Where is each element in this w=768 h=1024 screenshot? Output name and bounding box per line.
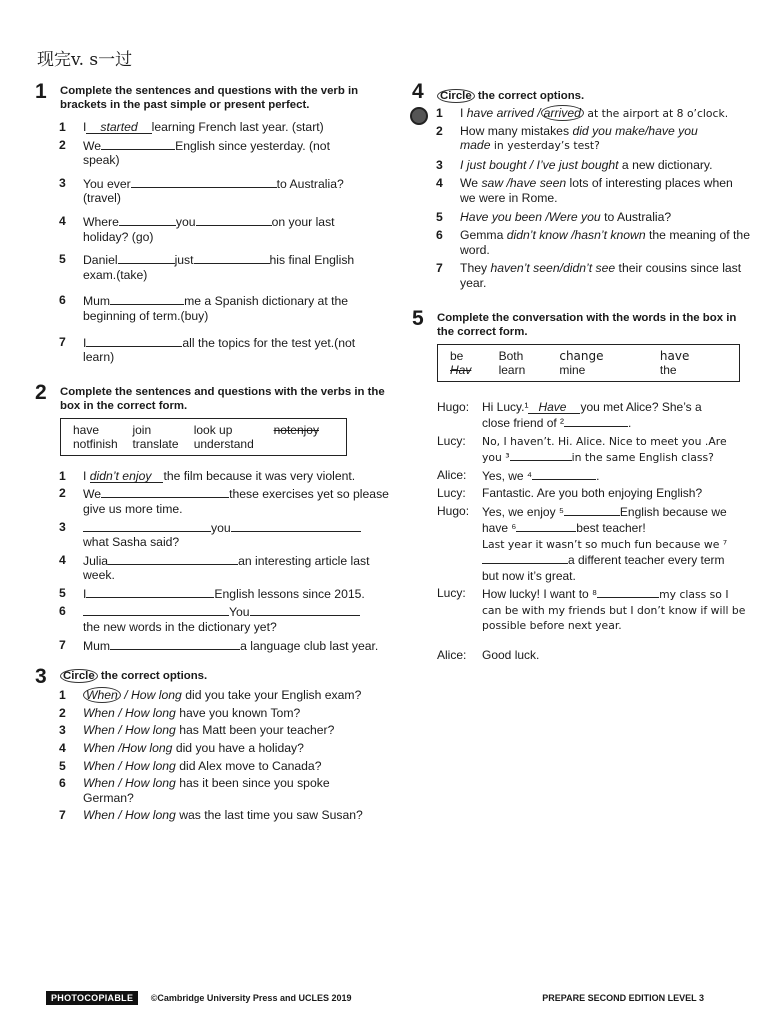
list-item: 5 I English lessons since 2015. bbox=[59, 585, 365, 601]
option[interactable]: Have you been /Were you bbox=[460, 209, 601, 224]
list-item: 2 We these exercises yet so please give us more time. bbox=[59, 486, 389, 516]
answer-blank[interactable] bbox=[564, 504, 620, 516]
answer-blank[interactable] bbox=[86, 586, 214, 598]
speaker: Alice: bbox=[437, 467, 467, 482]
exercise-3-header bbox=[35, 665, 387, 689]
word-box-cell-used: notenjoy bbox=[273, 422, 319, 437]
option[interactable]: didn’t know /hasn’t known bbox=[506, 228, 646, 243]
dialogue-line: Alice: Good luck. bbox=[437, 647, 540, 662]
word-box-cell-used: Hav bbox=[450, 362, 472, 377]
exercise-number: 2 bbox=[35, 380, 47, 404]
list-item: 3 I just bought / I’ve just bought a new dictionary. bbox=[436, 157, 713, 172]
dialogue-line: Hugo: Hi Lucy.¹ Have you met Alice? She’s a close friend of ² . bbox=[437, 399, 702, 431]
option[interactable]: / How long bbox=[124, 688, 182, 703]
word-box-cell: join bbox=[132, 422, 152, 437]
option[interactable]: When / How long bbox=[83, 723, 176, 738]
list-item: 1 When / How long did you take your English exam? bbox=[59, 688, 362, 703]
option[interactable]: I just bought / I’ve just bought bbox=[460, 157, 619, 172]
example-eye-icon bbox=[410, 107, 428, 125]
exercise-1-header bbox=[35, 80, 387, 112]
word-box-cell: look up bbox=[193, 422, 233, 437]
word-box-cell: understand bbox=[193, 436, 254, 451]
list-item: 7 I all the topics for the test yet.(not learn) bbox=[59, 334, 356, 365]
answer-blank[interactable] bbox=[101, 138, 175, 150]
word-box-cell: notfinish bbox=[73, 436, 118, 451]
dialogue-line: Lucy: How lucky! I want to ⁸ my class so I can be with my friends but I don’t know if will be possible before next year. bbox=[437, 586, 746, 633]
circle-word: Circle bbox=[60, 669, 98, 683]
option[interactable]: When / How long bbox=[83, 705, 176, 720]
list-item: 4 When /How long did you have a holiday? bbox=[59, 741, 304, 756]
answer-example: didn’t enjoy bbox=[90, 470, 164, 483]
photocopiable-badge: PHOTOCOPIABLE bbox=[46, 991, 138, 1005]
answer-example: started bbox=[86, 121, 151, 134]
list-item: 1 I started learning French last year. (start) bbox=[59, 120, 324, 134]
word-box-cell: mine bbox=[559, 362, 586, 377]
list-item: 2 We English since yesterday. (not speak) bbox=[59, 137, 330, 168]
word-box-cell: learn bbox=[498, 362, 526, 377]
answer-blank[interactable] bbox=[101, 486, 229, 498]
circle-word: Circle bbox=[437, 89, 475, 103]
circled-option[interactable]: arrived bbox=[541, 105, 584, 121]
word-box-cell: Both bbox=[498, 348, 524, 363]
list-item: 7 They haven’t seen/didn’t see their cousins since last year. bbox=[436, 261, 742, 290]
word-box bbox=[437, 344, 740, 382]
speaker: Lucy: bbox=[437, 486, 466, 501]
exercise-instruction: Complete the sentences and questions with the verb in brackets in the past simple or present perfect. bbox=[60, 85, 359, 111]
answer-blank[interactable] bbox=[516, 520, 576, 532]
exercise-instruction: Circle the correct options. bbox=[437, 84, 748, 103]
option[interactable]: did you make/have you made bbox=[460, 123, 698, 153]
answer-blank[interactable] bbox=[119, 214, 176, 226]
exercise-number: 3 bbox=[35, 665, 47, 689]
list-item: 4 Where you on your last holiday? (go) bbox=[59, 213, 335, 244]
list-item: 4 Julia an interesting article last week. bbox=[59, 552, 370, 583]
copyright-text: ©Cambridge University Press and UCLES 2019 bbox=[150, 993, 352, 1003]
option[interactable]: When / How long bbox=[83, 776, 176, 791]
word-box-cell: have bbox=[73, 422, 100, 437]
answer-blank[interactable] bbox=[597, 586, 659, 598]
word-box-cell: the bbox=[659, 362, 677, 377]
list-item: 6 When / How long has it been since you spoke German? bbox=[59, 776, 330, 805]
answer-blank[interactable] bbox=[83, 520, 211, 532]
dialogue-line: Alice: Yes, we ⁴ . bbox=[437, 467, 600, 483]
answer-blank[interactable] bbox=[510, 449, 572, 461]
list-item: 5 Daniel just his final English exam.(take) bbox=[59, 252, 355, 282]
word-box-cell: change bbox=[559, 348, 604, 363]
exercise-instruction: Complete the sentences and questions with the verbs in the box in the correct form. bbox=[60, 385, 385, 412]
exercise-5-header bbox=[412, 306, 748, 339]
exercise-instruction: Complete the conversation with the words in the box in the correct form. bbox=[437, 311, 737, 338]
list-item: 4 We saw /have seen lots of interesting places when we were in Rome. bbox=[436, 176, 733, 205]
option[interactable]: When / How long bbox=[83, 758, 176, 773]
speaker: Alice: bbox=[437, 647, 467, 662]
list-item: 1 I didn’t enjoy the film because it was very violent. bbox=[59, 468, 356, 483]
dialogue-line: Lucy: No, I haven’t. Hi. Alice. Nice to meet you .Are you ³ in the same English class? bbox=[437, 433, 727, 465]
option[interactable]: When /How long bbox=[83, 741, 173, 756]
list-item: 5 Have you been /Were you to Australia? bbox=[436, 209, 672, 224]
word-box bbox=[60, 418, 347, 456]
list-item: 3 you what Sasha said? bbox=[35, 520, 393, 550]
edition-level: PREPARE SECOND EDITION LEVEL 3 bbox=[542, 993, 704, 1003]
option[interactable]: When / How long bbox=[83, 808, 176, 823]
answer-blank[interactable] bbox=[194, 252, 270, 264]
answer-blank[interactable] bbox=[250, 604, 360, 616]
word-box-cell: be bbox=[450, 348, 464, 363]
option[interactable]: saw /have seen bbox=[481, 176, 567, 191]
exercise-2-header bbox=[35, 380, 387, 413]
conversation bbox=[412, 400, 748, 664]
dialogue-line: Hugo: Yes, we enjoy ⁵ English because we have ⁶ best teacher! Last year it wasn’t so much fun because we ⁷a different teacher every term but now it’s great. bbox=[437, 503, 728, 583]
list-item: 2 When / How long have you known Tom? bbox=[59, 705, 301, 720]
exercise-4-header bbox=[412, 80, 748, 103]
answer-blank[interactable] bbox=[564, 415, 628, 427]
list-item: 6 You the new words in the dictionary yet? bbox=[35, 604, 393, 634]
list-item: 5 When / How long did Alex move to Canada? bbox=[59, 758, 322, 773]
word-box-cell: have bbox=[659, 348, 690, 363]
circled-option[interactable]: When bbox=[83, 687, 121, 703]
option[interactable]: have arrived / bbox=[466, 106, 541, 120]
exercise-instruction: Circle the correct options. bbox=[60, 669, 387, 683]
exercise-number: 4 bbox=[412, 80, 424, 103]
list-item: 6 Mum me a Spanish dictionary at the beginning of term.(buy) bbox=[59, 293, 349, 323]
answer-blank[interactable] bbox=[131, 176, 277, 188]
answer-blank[interactable] bbox=[532, 468, 596, 480]
answer-blank[interactable] bbox=[231, 520, 361, 532]
answer-blank[interactable] bbox=[86, 335, 182, 347]
answer-blank[interactable] bbox=[118, 252, 175, 264]
dialogue-line: Lucy: Fantastic. Are you both enjoying English? bbox=[437, 486, 703, 501]
left-column bbox=[35, 80, 389, 823]
page-title: 现完v. s一过 bbox=[37, 50, 133, 70]
option[interactable]: haven’t seen/didn’t see bbox=[490, 261, 616, 276]
list-item: 7 Mum a language club last year. bbox=[59, 637, 379, 653]
speaker: Hugo: bbox=[437, 503, 470, 518]
list-item: 6 Gemma didn’t know /hasn’t known the meaning of the word. bbox=[436, 228, 750, 257]
speaker: Lucy: bbox=[437, 433, 466, 448]
exercise-number: 5 bbox=[412, 306, 424, 330]
list-item: 2 How many mistakes did you make/have you made in yesterday’s test? bbox=[436, 123, 698, 153]
exercise-number: 1 bbox=[35, 80, 47, 103]
word-box-cell: translate bbox=[132, 436, 179, 451]
answer-blank[interactable] bbox=[110, 293, 184, 305]
answer-blank[interactable] bbox=[482, 552, 568, 564]
answer-blank[interactable] bbox=[196, 214, 272, 226]
answer-blank[interactable] bbox=[110, 638, 240, 650]
speaker: Lucy: bbox=[437, 586, 466, 601]
answer-blank[interactable] bbox=[83, 604, 229, 616]
list-item: 1 I have arrived / arrived at the airport at 8 o’clock. bbox=[412, 106, 748, 122]
answer-blank[interactable] bbox=[108, 553, 238, 565]
list-item: 7 When / How long was the last time you saw Susan? bbox=[59, 808, 363, 823]
right-column bbox=[412, 80, 750, 663]
answer-example: Have bbox=[528, 401, 580, 414]
speaker: Hugo: bbox=[437, 399, 470, 414]
footer bbox=[46, 991, 716, 1005]
list-item: 3 When / How long has Matt been your teacher? bbox=[59, 723, 335, 738]
list-item: 3 You ever to Australia? (travel) bbox=[59, 175, 344, 206]
